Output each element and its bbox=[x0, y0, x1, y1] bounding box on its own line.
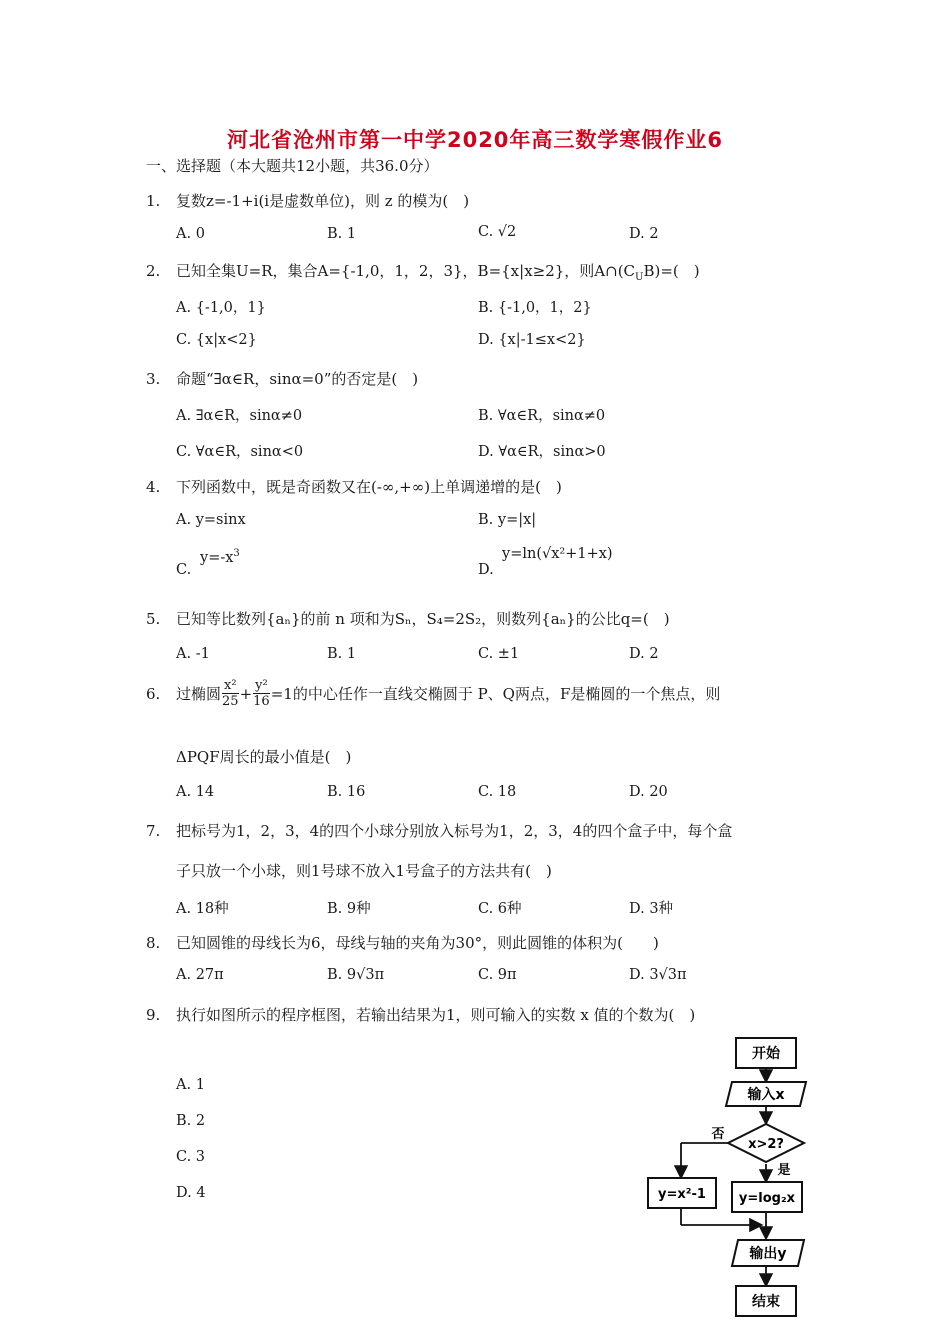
q6-option-c: C. 18 bbox=[478, 784, 517, 800]
question-number: 6. bbox=[146, 684, 161, 703]
q7-option-d: D. 3种 bbox=[629, 901, 674, 917]
question-3 bbox=[146, 368, 418, 389]
question-number: 8. bbox=[146, 934, 161, 952]
output-label: 输出y bbox=[749, 1246, 787, 1262]
q2-option-d: D. {x|-1≤x<2} bbox=[478, 332, 586, 348]
left-process-label: y=x²-1 bbox=[658, 1187, 706, 1202]
question-stem: 复数z=-1+i(i是虚数单位)，则 z 的模为( ) bbox=[176, 192, 470, 210]
q6-option-b: B. 16 bbox=[327, 784, 366, 800]
yes-label: 是 bbox=[777, 1163, 791, 1178]
question-2 bbox=[146, 260, 700, 283]
question-9 bbox=[146, 1004, 695, 1025]
q7-option-c: C. 6种 bbox=[478, 901, 522, 917]
q1-option-d: D. 2 bbox=[629, 226, 659, 242]
q9-option-c: C. 3 bbox=[176, 1149, 206, 1165]
question-stem: 已知全集U=R，集合A={-1,0，1，2，3}，B={x|x≥2}，则A∩(C bbox=[176, 262, 636, 280]
question-stem: 已知等比数列{aₙ}的前 n 项和为Sₙ，S₄=2S₂，则数列{aₙ}的公比q=( ) bbox=[176, 610, 670, 628]
q7-option-a: A. 18种 bbox=[176, 901, 229, 917]
question-number: 2. bbox=[146, 262, 161, 280]
question-1 bbox=[146, 190, 469, 211]
no-label: 否 bbox=[711, 1127, 725, 1142]
end-label: 结束 bbox=[752, 1294, 780, 1310]
question-number: 7. bbox=[146, 822, 161, 840]
input-label: 输入x bbox=[747, 1087, 785, 1103]
question-stem: 已知圆锥的母线长为6，母线与轴的夹角为30°，则此圆锥的体积为( ) bbox=[176, 934, 659, 952]
question-stem-tail: B)=( ) bbox=[643, 262, 700, 280]
q8-option-a: A. 27π bbox=[176, 967, 224, 983]
question-stem: 命题“∃α∈R，sinα=0”的否定是( ) bbox=[176, 370, 419, 388]
q5-option-a: A. -1 bbox=[176, 646, 210, 662]
question-stem: 把标号为1，2，3，4的四个小球分别放入标号为1，2，3，4的四个盒子中，每个盒 bbox=[176, 822, 733, 840]
question-number: 4. bbox=[146, 478, 161, 496]
q5-option-b: B. 1 bbox=[327, 646, 357, 662]
question-stem-pre: 过椭圆 bbox=[176, 685, 222, 703]
q8-option-c: C. 9π bbox=[478, 967, 517, 983]
q1-option-b: B. 1 bbox=[327, 226, 357, 242]
question-number: 1. bbox=[146, 192, 161, 210]
q4-option-c-letter: C. bbox=[176, 562, 192, 578]
question-4 bbox=[146, 476, 562, 497]
q4-option-d-letter: D. bbox=[478, 562, 494, 578]
fraction-y: $\frac{\text{y²}}{16}$ bbox=[253, 678, 270, 709]
question-stem-post: =1的中心任作一直线交椭圆于 P、Q两点，F是椭圆的一个焦点，则 bbox=[270, 685, 721, 703]
q3-option-b: B. ∀α∈R，sinα≠0 bbox=[478, 408, 606, 424]
q3-option-c: C. ∀α∈R，sinα<0 bbox=[176, 444, 304, 460]
q3-option-a: A. ∃α∈R，sinα≠0 bbox=[176, 408, 303, 424]
question-6-line2: ΔPQF周长的最小值是( ) bbox=[176, 748, 352, 766]
q2-option-b: B. {-1,0，1，2} bbox=[478, 300, 592, 316]
q4-option-b: B. y=|x| bbox=[478, 512, 537, 528]
q9-option-b: B. 2 bbox=[176, 1113, 206, 1129]
fraction-x: x² 25 bbox=[222, 678, 239, 709]
question-number: 5. bbox=[146, 610, 161, 628]
q2-option-a: A. {-1,0，1} bbox=[176, 300, 266, 316]
exponent: 3 bbox=[233, 548, 240, 559]
document-title: 河北省沧州市第一中学2020年高三数学寒假作业6 bbox=[226, 128, 724, 152]
question-number: 3. bbox=[146, 370, 161, 388]
q6-option-a: A. 14 bbox=[176, 784, 215, 800]
q1-option-c: C. √2 bbox=[478, 224, 517, 240]
q1-option-a: A. 0 bbox=[176, 226, 205, 242]
question-7 bbox=[146, 820, 732, 841]
right-process-label: y=log₂x bbox=[738, 1191, 796, 1206]
q9-option-a: A. 1 bbox=[176, 1077, 205, 1093]
question-5 bbox=[146, 608, 670, 629]
q9-option-d: D. 4 bbox=[176, 1185, 206, 1201]
q2-option-c: C. {x|x<2} bbox=[176, 332, 257, 348]
q7-option-b: B. 9种 bbox=[327, 901, 371, 917]
section-heading: 一、选择题（本大题共12小题，共36.0分） bbox=[146, 157, 439, 175]
flowchart bbox=[640, 1030, 820, 1320]
q8-option-b: B. 9√3π bbox=[327, 967, 385, 983]
question-stem: 下列函数中，既是奇函数又在(-∞,+∞)上单调递增的是( ) bbox=[176, 478, 562, 496]
q5-option-c: C. ±1 bbox=[478, 646, 520, 662]
q4-option-d: y=ln(√x²+1+x) bbox=[502, 546, 613, 562]
question-number: 9. bbox=[146, 1006, 161, 1024]
q3-option-d: D. ∀α∈R，sinα>0 bbox=[478, 444, 606, 460]
q6-option-d: D. 20 bbox=[629, 784, 668, 800]
question-stem: 执行如图所示的程序框图，若输出结果为1，则可输入的实数 x 值的个数为( ) bbox=[176, 1006, 696, 1024]
complement-subscript: U bbox=[635, 272, 644, 283]
question-7-line2: 子只放一个小球，则1号球不放入1号盒子的方法共有( ) bbox=[176, 862, 552, 880]
question-6: 6. 过椭圆 x² 25 + $\frac{\text{y²}}{16}$ =1的中心任作一直线交椭圆于 P、Q两点，F是椭圆的一个焦点，则 bbox=[146, 678, 721, 709]
start-label: 开始 bbox=[752, 1046, 780, 1062]
question-8 bbox=[146, 932, 659, 953]
decision-label: x>2? bbox=[748, 1137, 784, 1152]
q4-option-c: $y=-x^3$ bbox=[200, 548, 240, 566]
q5-option-d: D. 2 bbox=[629, 646, 659, 662]
q8-option-d: D. 3√3π bbox=[629, 967, 687, 983]
q4-option-a: A. y=sinx bbox=[176, 512, 246, 528]
